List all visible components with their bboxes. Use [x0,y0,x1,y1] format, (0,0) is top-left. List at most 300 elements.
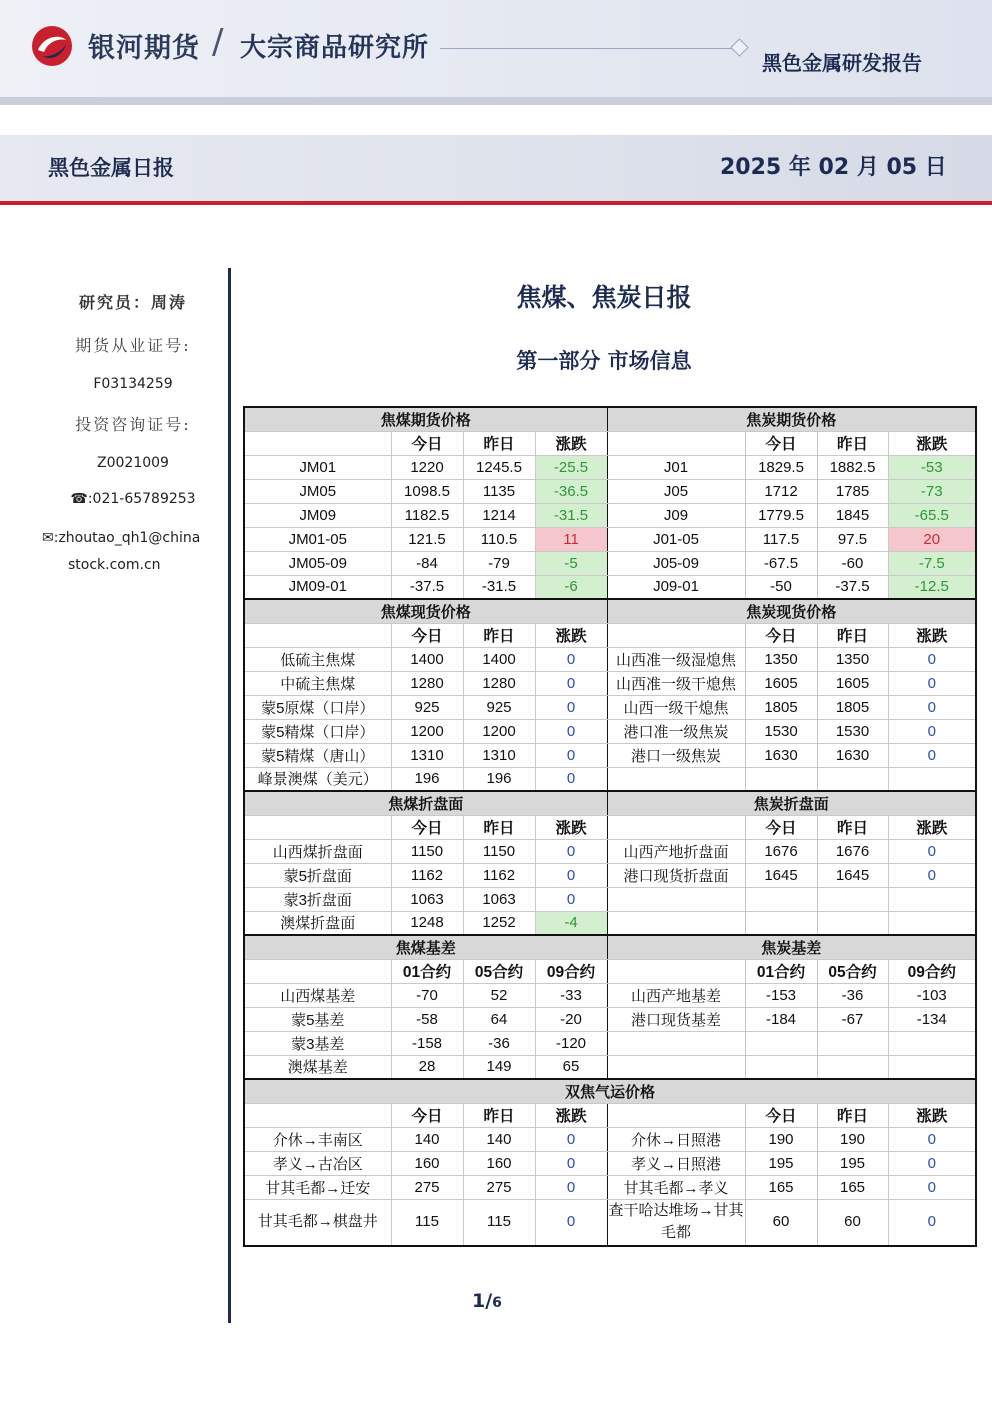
row-label: 澳煤折盘面 [244,911,391,935]
row-label: 蒙5原煤（口岸） [244,695,391,719]
row-label: 甘其毛都→棋盘井 [244,1199,391,1246]
value-cell: 121.5 [391,527,463,551]
researcher-name: 研究员：周涛 [78,293,187,312]
table-row [244,767,976,791]
row-label: 低硫主焦煤 [244,647,391,671]
column-header-row [244,431,976,455]
row-label [607,1031,745,1055]
table-row [244,479,976,503]
value-cell: -70 [391,983,463,1007]
phone-number: ☎:021-65789253 [70,491,196,507]
row-label [607,887,745,911]
value-cell: 0 [535,647,607,671]
row-label: 蒙5基差 [244,1007,391,1031]
header-divider [440,48,732,49]
value-cell: 1150 [391,839,463,863]
value-cell: 64 [463,1007,535,1031]
value-cell: 165 [817,1175,888,1199]
value-cell: 195 [745,1151,817,1175]
part-title: 第一部分 市场信息 [516,349,692,373]
value-cell: 160 [391,1151,463,1175]
column-header: 今日 [745,815,817,839]
value-cell: 1350 [745,647,817,671]
table-row [244,887,976,911]
value-cell: 1162 [463,863,535,887]
column-header: 昨日 [463,815,535,839]
column-header: 01合约 [391,959,463,983]
row-label: 中硫主焦煤 [244,671,391,695]
header-blank [607,815,745,839]
value-cell: 195 [817,1151,888,1175]
value-cell: 1063 [463,887,535,911]
value-cell: 1605 [817,671,888,695]
value-cell: 1063 [391,887,463,911]
email-address[interactable] [40,525,226,579]
value-cell: -134 [888,1007,976,1031]
column-header: 今日 [391,815,463,839]
value-cell: -184 [745,1007,817,1031]
column-header: 09合约 [535,959,607,983]
sidebar-divider [228,268,231,1323]
value-cell: 1882.5 [817,455,888,479]
value-cell: 0 [888,1151,976,1175]
value-cell: 117.5 [745,527,817,551]
value-cell: -84 [391,551,463,575]
value-cell: 165 [745,1175,817,1199]
section-title-left: 焦煤折盘面 [244,791,607,815]
column-header: 昨日 [817,815,888,839]
value-cell: 0 [535,863,607,887]
value-cell [888,887,976,911]
value-cell: 0 [535,839,607,863]
value-cell: -79 [463,551,535,575]
value-cell: -50 [745,575,817,599]
page-number [472,1290,502,1312]
row-label: 介休→日照港 [607,1127,745,1151]
value-cell: 1162 [391,863,463,887]
table-row [244,983,976,1007]
value-cell: -103 [888,983,976,1007]
value-cell: 149 [463,1055,535,1079]
header-blank [607,623,745,647]
value-cell: 0 [888,719,976,743]
value-cell: 1248 [391,911,463,935]
value-cell: 60 [745,1199,817,1246]
row-label: J09-01 [607,575,745,599]
page-current: 1/ [472,1290,493,1312]
value-cell: 925 [391,695,463,719]
value-cell: 97.5 [817,527,888,551]
table-row [244,695,976,719]
value-cell [888,767,976,791]
consult-cert-number: Z0021009 [97,455,169,471]
table-row [244,1007,976,1031]
table-row [244,1151,976,1175]
value-cell: 1098.5 [391,479,463,503]
value-cell: 0 [888,1127,976,1151]
row-label: 蒙5精煤（口岸） [244,719,391,743]
column-header: 涨跌 [888,815,976,839]
value-cell: -65.5 [888,503,976,527]
row-label: J09 [607,503,745,527]
row-label: 孝义→古冶区 [244,1151,391,1175]
column-header: 涨跌 [888,623,976,647]
table-row [244,1055,976,1079]
table-row [244,1127,976,1151]
table-row [244,671,976,695]
column-header-row [244,959,976,983]
page-total: 6 [492,1295,502,1311]
value-cell: 0 [535,1127,607,1151]
value-cell: 0 [535,887,607,911]
value-cell: 1200 [463,719,535,743]
header-rule [0,97,992,105]
value-cell: 1676 [817,839,888,863]
column-header: 09合约 [888,959,976,983]
column-header: 昨日 [817,431,888,455]
value-cell: 52 [463,983,535,1007]
main-title: 焦煤、焦炭日报 [516,283,692,312]
value-cell: 0 [535,767,607,791]
column-header: 今日 [745,431,817,455]
row-label: JM05-09 [244,551,391,575]
futures-cert-number: F03134259 [93,376,173,392]
row-label: 澳煤基差 [244,1055,391,1079]
row-label: JM09 [244,503,391,527]
value-cell: 1630 [817,743,888,767]
row-label: 峰景澳煤（美元） [244,767,391,791]
value-cell: 1605 [745,671,817,695]
column-header: 昨日 [817,1103,888,1127]
column-header: 涨跌 [535,431,607,455]
row-label: J05-09 [607,551,745,575]
column-header-row [244,1103,976,1127]
row-label: 蒙3基差 [244,1031,391,1055]
value-cell: 0 [888,839,976,863]
value-cell [745,1055,817,1079]
value-cell: 190 [745,1127,817,1151]
table-row [244,1031,976,1055]
row-label: 蒙3折盘面 [244,887,391,911]
row-label: 港口现货折盘面 [607,863,745,887]
value-cell [817,887,888,911]
row-label: JM05 [244,479,391,503]
value-cell: 1630 [745,743,817,767]
value-cell [745,1031,817,1055]
section-title-right: 焦炭折盘面 [607,791,976,815]
value-cell [888,1055,976,1079]
value-cell: -153 [745,983,817,1007]
value-cell: 0 [535,743,607,767]
table-row [244,647,976,671]
value-cell [817,767,888,791]
column-header: 涨跌 [535,623,607,647]
value-cell: 275 [391,1175,463,1199]
column-header-row [244,815,976,839]
column-header: 05合约 [463,959,535,983]
section-title-row [244,791,976,815]
value-cell: 1530 [745,719,817,743]
value-cell: 0 [888,695,976,719]
row-label: JM09-01 [244,575,391,599]
value-cell: 0 [535,1175,607,1199]
value-cell: 110.5 [463,527,535,551]
header-blank [244,959,391,983]
value-cell: -20 [535,1007,607,1031]
header-blank [244,1103,391,1127]
table-row [244,551,976,575]
value-cell: 1245.5 [463,455,535,479]
table-row [244,839,976,863]
value-cell: 0 [888,1199,976,1246]
column-header: 昨日 [463,1103,535,1127]
value-cell: -120 [535,1031,607,1055]
column-header: 今日 [745,623,817,647]
section-title-right: 焦炭基差 [607,935,976,959]
value-cell: 1280 [463,671,535,695]
value-cell: -37.5 [817,575,888,599]
value-cell: 1135 [463,479,535,503]
value-cell: -158 [391,1031,463,1055]
column-header: 今日 [745,1103,817,1127]
value-cell: -25.5 [535,455,607,479]
value-cell: 160 [463,1151,535,1175]
row-label: 山西煤基差 [244,983,391,1007]
value-cell: 1252 [463,911,535,935]
section-title-left: 焦煤基差 [244,935,607,959]
value-cell: 140 [463,1127,535,1151]
row-label: J01 [607,455,745,479]
row-label: 山西产地折盘面 [607,839,745,863]
column-header: 涨跌 [888,431,976,455]
table-row [244,455,976,479]
row-label: 山西煤折盘面 [244,839,391,863]
consult-cert-label: 投资咨询证号: [75,415,191,434]
value-cell: 1310 [463,743,535,767]
value-cell: 20 [888,527,976,551]
section-title-row [244,407,976,431]
title-red-rule [0,201,992,205]
row-label: JM01-05 [244,527,391,551]
column-header: 01合约 [745,959,817,983]
value-cell [888,911,976,935]
value-cell: 1150 [463,839,535,863]
column-header: 涨跌 [888,1103,976,1127]
row-label [607,911,745,935]
value-cell: 65 [535,1055,607,1079]
value-cell: 0 [535,695,607,719]
section-title-right: 焦炭现货价格 [607,599,976,623]
value-cell [817,1031,888,1055]
row-label: 查干哈达堆场→甘其毛都 [607,1199,745,1246]
value-cell: 1805 [745,695,817,719]
row-label: 介休→丰南区 [244,1127,391,1151]
author-sidebar [40,290,226,579]
value-cell: 0 [535,671,607,695]
value-cell: 115 [391,1199,463,1246]
column-header: 涨跌 [535,815,607,839]
section-title-left: 焦煤现货价格 [244,599,607,623]
column-header: 涨跌 [535,1103,607,1127]
value-cell: 115 [463,1199,535,1246]
header-slash: / [212,22,224,62]
value-cell: 1785 [817,479,888,503]
value-cell: 1214 [463,503,535,527]
value-cell: -37.5 [391,575,463,599]
value-cell: 140 [391,1127,463,1151]
header-blank [607,431,745,455]
row-label: 孝义→日照港 [607,1151,745,1175]
value-cell: 1779.5 [745,503,817,527]
value-cell: -7.5 [888,551,976,575]
value-cell: -31.5 [463,575,535,599]
row-label: 山西准一级湿熄焦 [607,647,745,671]
table-row [244,1199,976,1246]
report-type: 黑色金属研发报告 [762,51,922,75]
value-cell: 60 [817,1199,888,1246]
table-row [244,527,976,551]
value-cell: 1280 [391,671,463,695]
section-title: 双焦气运价格 [244,1079,976,1103]
value-cell: 196 [391,767,463,791]
futures-cert-label: 期货从业证号: [75,336,191,355]
value-cell: 0 [888,671,976,695]
header-blank [607,1103,745,1127]
value-cell: 0 [888,1175,976,1199]
column-header: 今日 [391,1103,463,1127]
header-blank [607,959,745,983]
value-cell: -73 [888,479,976,503]
value-cell: -12.5 [888,575,976,599]
table-row [244,503,976,527]
value-cell: 1676 [745,839,817,863]
value-cell: 1645 [817,863,888,887]
value-cell: 28 [391,1055,463,1079]
report-date: 2025 年 02 月 05 日 [720,155,947,180]
row-label: 甘其毛都→孝义 [607,1175,745,1199]
value-cell: 1220 [391,455,463,479]
value-cell [745,767,817,791]
value-cell: -67 [817,1007,888,1031]
row-label: 蒙5精煤（唐山） [244,743,391,767]
company-name: 银河期货 [88,33,200,64]
value-cell: -5 [535,551,607,575]
table-row [244,719,976,743]
value-cell: -33 [535,983,607,1007]
value-cell [745,911,817,935]
value-cell: 1310 [391,743,463,767]
row-label [607,1055,745,1079]
table-row [244,1175,976,1199]
value-cell [817,1055,888,1079]
market-info-table [243,406,977,1247]
header-blank [244,623,391,647]
row-label: J01-05 [607,527,745,551]
value-cell: -6 [535,575,607,599]
column-header: 昨日 [463,431,535,455]
value-cell: 11 [535,527,607,551]
galaxy-logo-icon [30,24,74,68]
value-cell: 1400 [391,647,463,671]
value-cell: 925 [463,695,535,719]
column-header: 今日 [391,431,463,455]
section-title-right: 焦炭期货价格 [607,407,976,431]
value-cell: 1182.5 [391,503,463,527]
row-label: 山西准一级干熄焦 [607,671,745,695]
daily-title: 黑色金属日报 [48,156,174,180]
row-label: 山西产地基差 [607,983,745,1007]
section-title-row [244,1079,976,1103]
value-cell: -36.5 [535,479,607,503]
value-cell: -67.5 [745,551,817,575]
value-cell: 0 [888,743,976,767]
row-label: JM01 [244,455,391,479]
row-label: 甘其毛都→迁安 [244,1175,391,1199]
value-cell: 1350 [817,647,888,671]
value-cell: 1829.5 [745,455,817,479]
column-header: 05合约 [817,959,888,983]
table-row [244,863,976,887]
institute-name: 大宗商品研究所 [240,33,430,63]
value-cell: 1845 [817,503,888,527]
column-header: 今日 [391,623,463,647]
value-cell: 0 [535,1151,607,1175]
table-row [244,743,976,767]
row-label: 港口准一级焦炭 [607,719,745,743]
value-cell: -36 [463,1031,535,1055]
value-cell: 0 [535,1199,607,1246]
section-title-row [244,935,976,959]
column-header: 昨日 [463,623,535,647]
value-cell: 1530 [817,719,888,743]
value-cell: 0 [888,647,976,671]
value-cell: -4 [535,911,607,935]
value-cell [888,1031,976,1055]
value-cell: -53 [888,455,976,479]
value-cell [817,911,888,935]
table-row [244,575,976,599]
header-blank [244,815,391,839]
value-cell: 275 [463,1175,535,1199]
value-cell: 1805 [817,695,888,719]
row-label: 山西一级干熄焦 [607,695,745,719]
value-cell: 196 [463,767,535,791]
value-cell: -36 [817,983,888,1007]
column-header-row [244,623,976,647]
table-row [244,911,976,935]
value-cell: 190 [817,1127,888,1151]
value-cell: -60 [817,551,888,575]
value-cell: 1400 [463,647,535,671]
value-cell: 1712 [745,479,817,503]
value-cell: 1645 [745,863,817,887]
section-title-row [244,599,976,623]
row-label [607,767,745,791]
value-cell: 0 [888,863,976,887]
email-line-2: stock.com.cn [68,557,161,573]
value-cell: 1200 [391,719,463,743]
value-cell: -58 [391,1007,463,1031]
row-label: 港口一级焦炭 [607,743,745,767]
value-cell: -31.5 [535,503,607,527]
value-cell: 0 [535,719,607,743]
row-label: J05 [607,479,745,503]
column-header: 昨日 [817,623,888,647]
row-label: 港口现货基差 [607,1007,745,1031]
email-line-1: ✉:zhoutao_qh1@china [42,530,201,546]
row-label: 蒙5折盘面 [244,863,391,887]
section-title-left: 焦煤期货价格 [244,407,607,431]
